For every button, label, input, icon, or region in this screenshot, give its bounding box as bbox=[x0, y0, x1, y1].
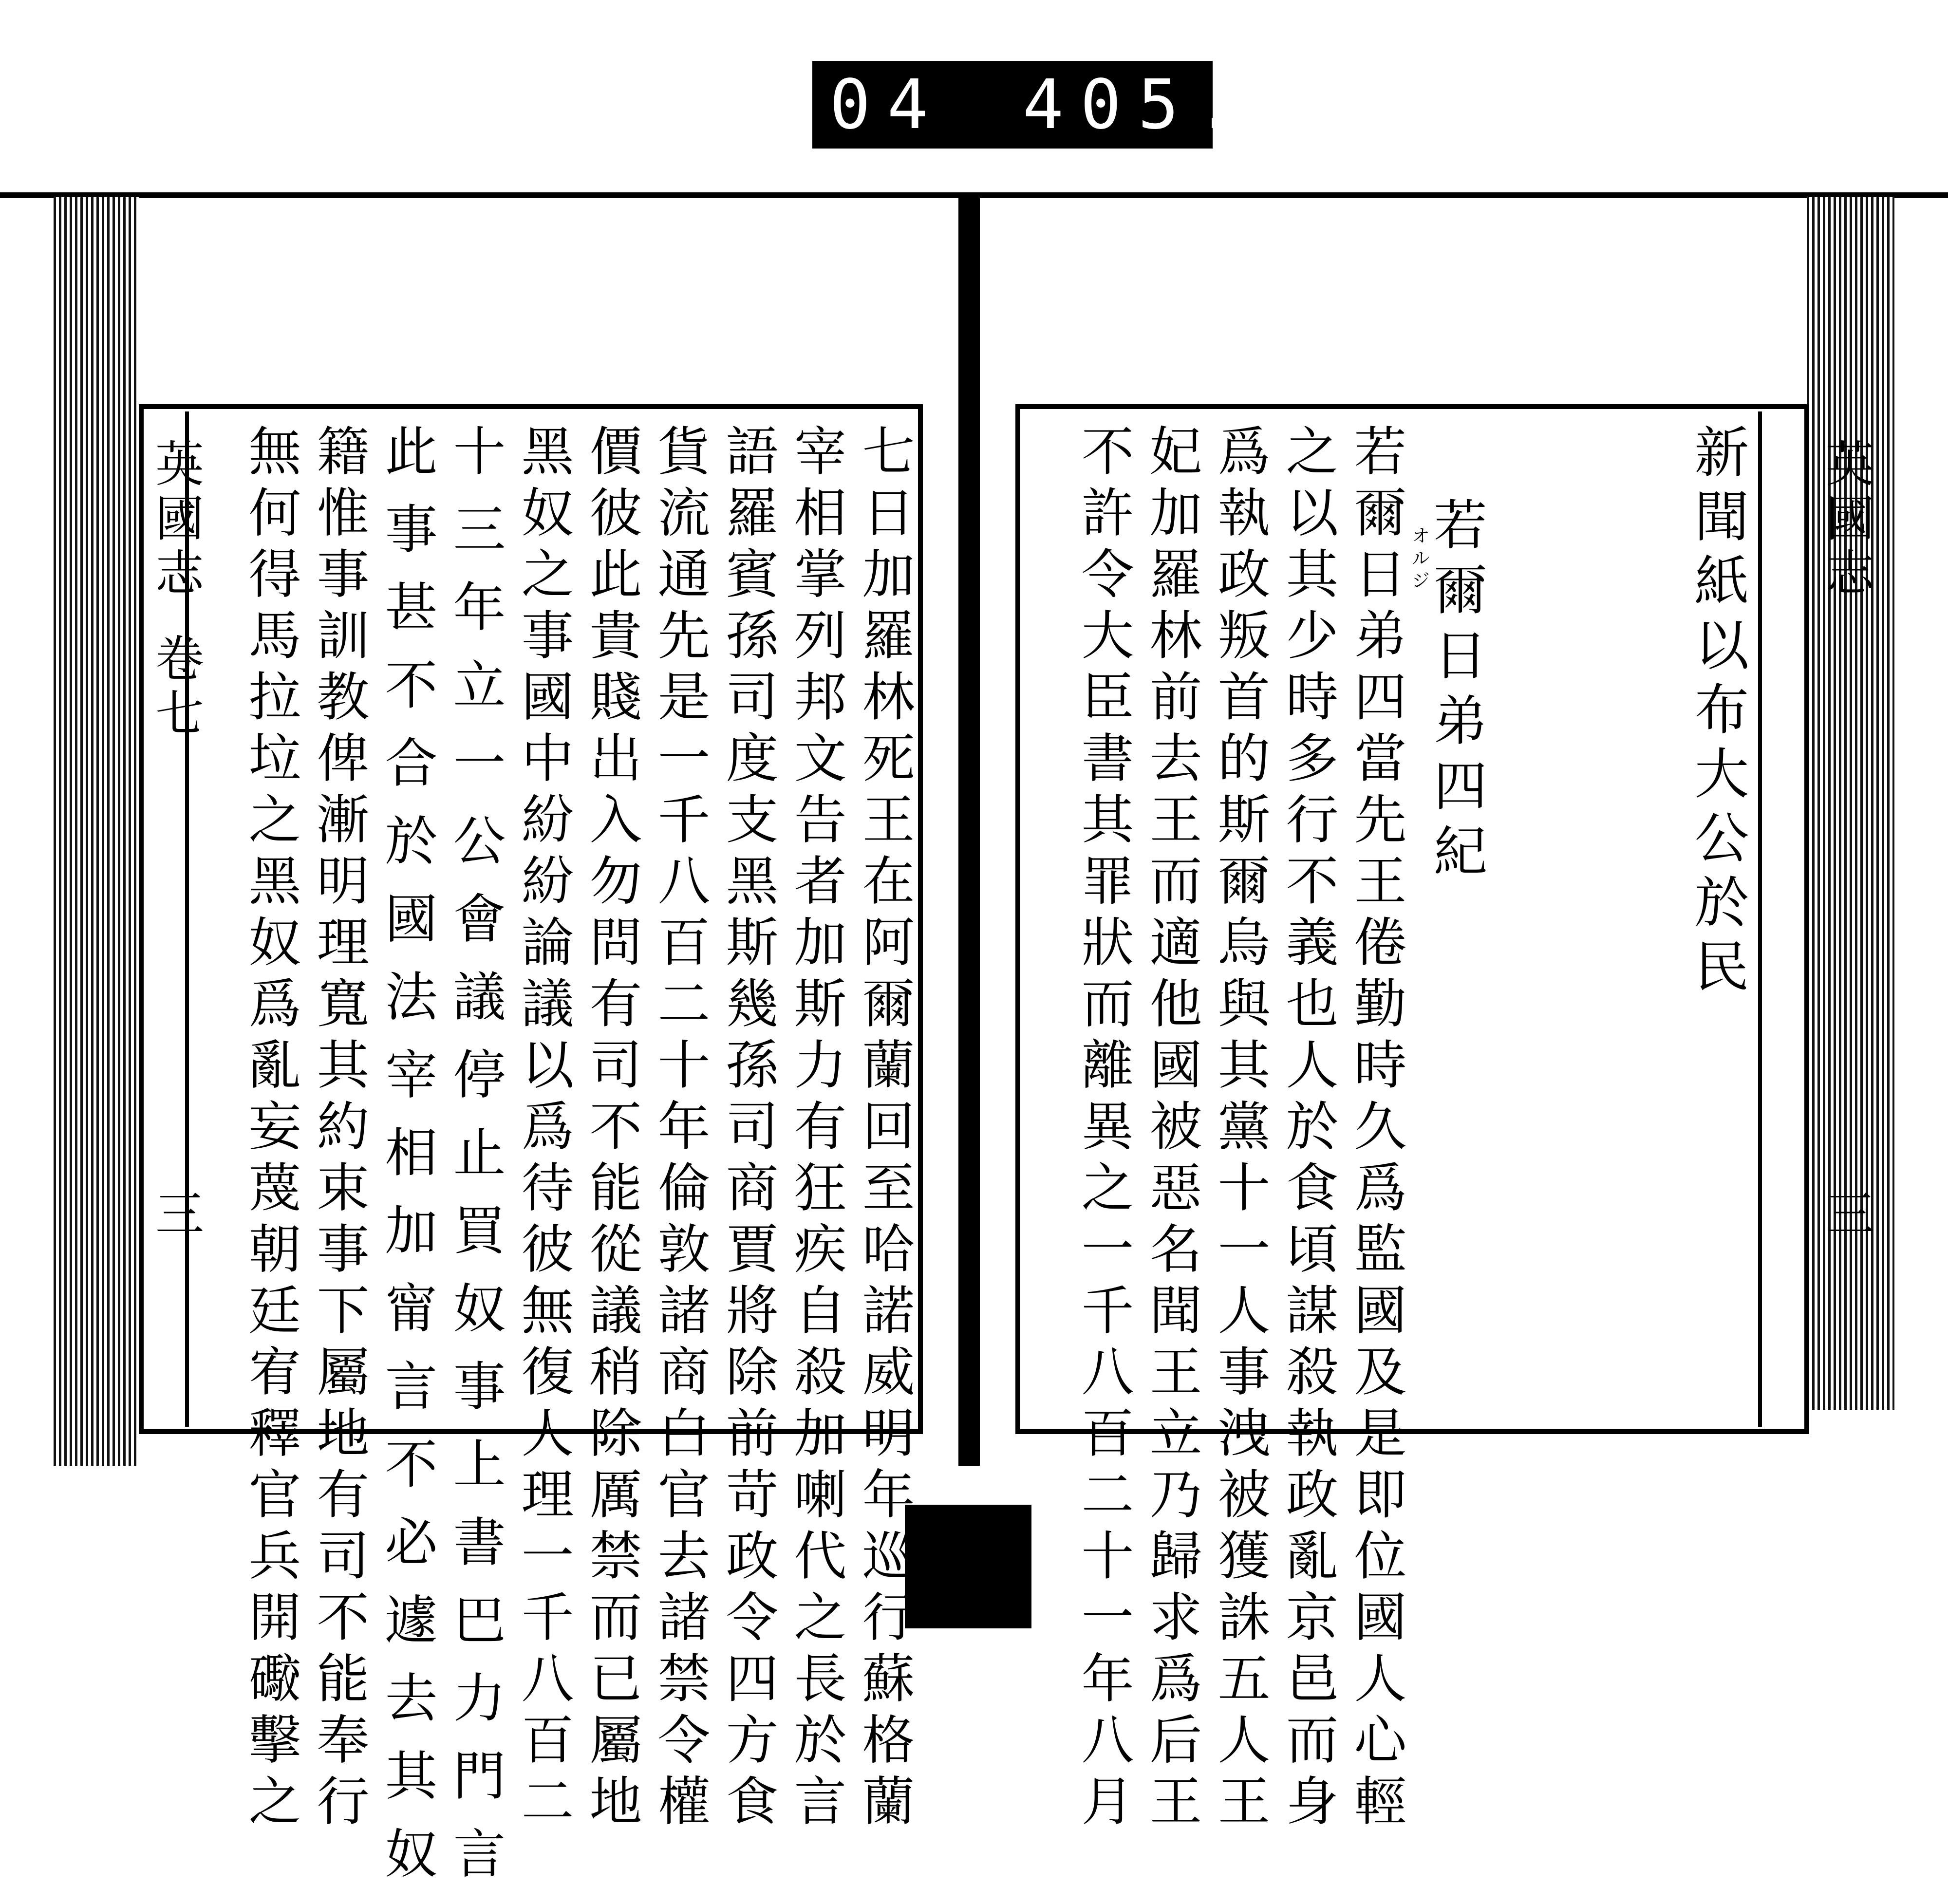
left-column-3: 語羅賓孫司度支黑斯幾孫司商賈將除前苛政令四方食 bbox=[717, 424, 778, 1835]
right-column-2: 之以其少時多行不義也人於食頃謀殺執政亂京邑而身 bbox=[1277, 424, 1338, 1835]
section-title: 若爾日弟四紀 bbox=[1425, 497, 1487, 888]
left-page-number: 三 bbox=[147, 1188, 204, 1237]
spine-bottom bbox=[905, 1505, 1031, 1628]
right-column-3: 爲執政叛首的斯爾烏與其黨十一人事洩被獲誅五人王 bbox=[1209, 424, 1270, 1835]
left-margin-title: 英國志 bbox=[147, 438, 204, 602]
label-right-number: 405. bbox=[1022, 65, 1254, 145]
left-column-9: 籍惟事訓教俾漸明理寬其約束事下屬地有司不能奉行 bbox=[308, 424, 369, 1835]
catalogue-label bbox=[771, 61, 1254, 149]
left-column-6: 黑奴之事國中紛紛論議以爲待彼無復人理一千八百二 bbox=[512, 424, 573, 1835]
right-heading: 新聞紙以布大公於民 bbox=[1686, 424, 1749, 1002]
right-page-number: 三 bbox=[1817, 1188, 1874, 1237]
right-column-1: 若爾日弟四當先王倦勤時久爲監國及是即位國人心輕 bbox=[1345, 424, 1406, 1835]
book-gutter bbox=[958, 195, 980, 1466]
left-column-1: 七日加羅林死王在阿爾蘭回至哈諾威明年巡行蘇格蘭 bbox=[853, 424, 914, 1835]
right-column-4: 妃加羅林前去王而適他國被惡名聞王立乃歸求爲后王 bbox=[1141, 424, 1201, 1835]
right-margin-title: 英國志 bbox=[1817, 438, 1874, 602]
right-column-5: 不許令大臣書其罪狀而離異之一千八百二十一年八月 bbox=[1072, 424, 1133, 1835]
label-left-number: 904 bbox=[771, 65, 945, 145]
left-column-2: 宰相掌列邦文告者加斯力有狂疾自殺加喇代之長於言 bbox=[785, 424, 846, 1835]
left-column-5: 價彼此貴賤出入勿問有司不能從議稍除厲禁而已屬地 bbox=[581, 424, 641, 1835]
left-column-4: 貨流通先是一千八百二十年倫敦諸商白官去諸禁令權 bbox=[649, 424, 710, 1835]
left-column-10: 無何得馬拉垃之黑奴爲亂妄蔑朝廷宥釋官兵開礮擊之 bbox=[240, 424, 300, 1835]
left-volume-label: 卷七 bbox=[147, 633, 204, 742]
section-title-ruby: オルジ bbox=[1408, 526, 1430, 593]
right-margin-rule bbox=[1758, 411, 1762, 1427]
left-column-7: 十三年立一公會議停止買奴事上書巴力門言 bbox=[444, 424, 505, 1904]
left-page-edges bbox=[54, 197, 139, 1466]
left-column-8: 此事甚不合於國法宰相加甯言不必遽去其奴 bbox=[376, 424, 437, 1904]
